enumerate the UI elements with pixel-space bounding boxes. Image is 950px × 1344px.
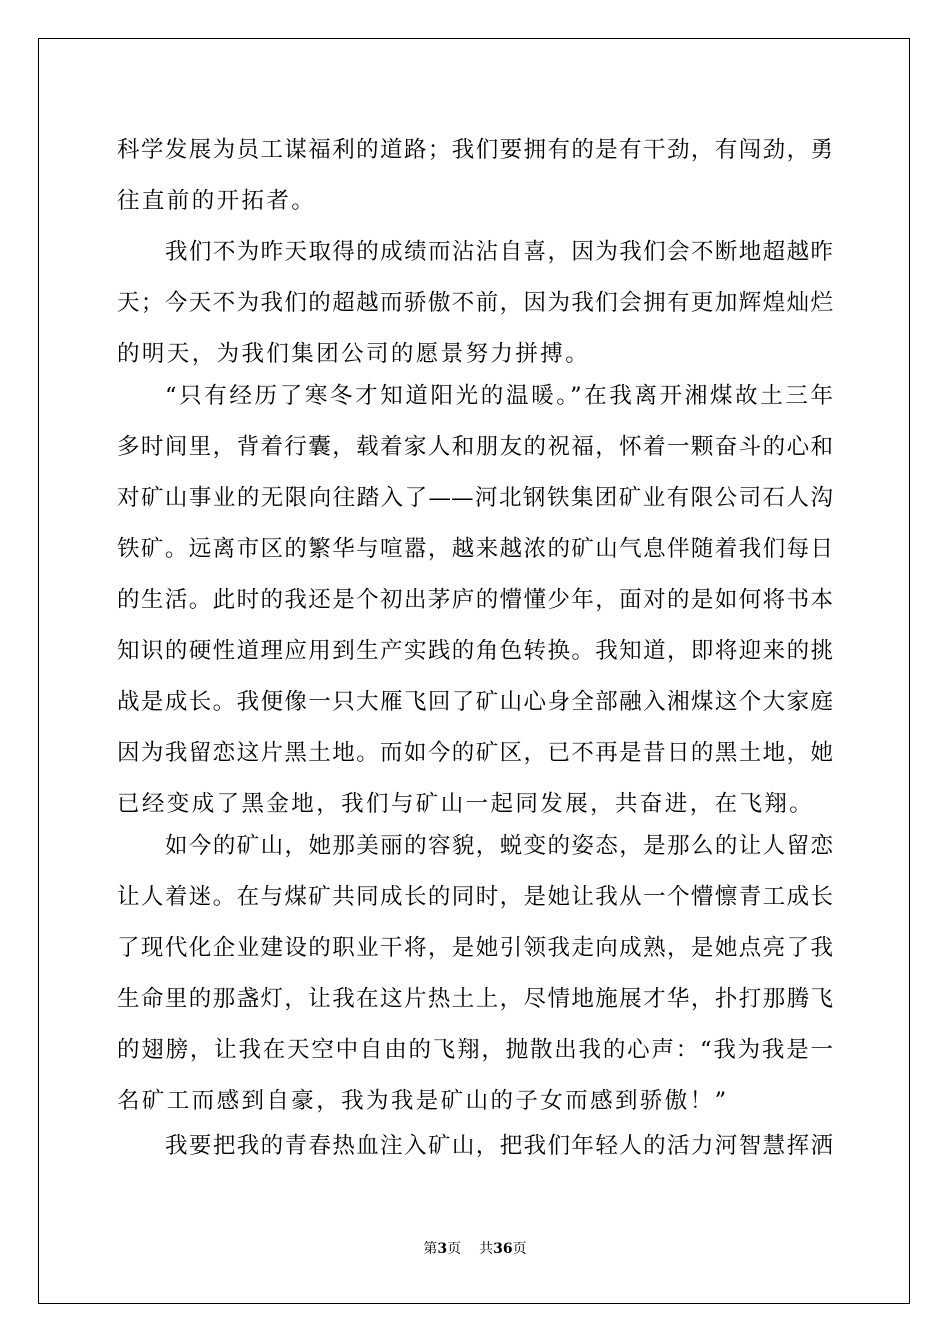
paragraph-first-line: 如今的矿山，她那美丽的容貌，蜕变的姿态，是那么的让人留恋 — [165, 833, 833, 859]
page-suffix: 页 — [447, 1241, 462, 1257]
total-suffix: 页 — [512, 1241, 527, 1257]
paragraph-first-line: “只有经历了寒冬才知道阳光的温暖。”在我离开湘煤故土三年 — [165, 383, 833, 409]
text-line: 多时间里，背着行囊，载着家人和朋友的祝福，怀着一颗奋斗的心和 — [117, 434, 833, 460]
text-line: 的明天，为我们集团公司的愿景努力拼搏。 — [117, 341, 591, 367]
text-line: 铁矿。远离市区的繁华与喧嚣，越来越浓的矿山气息伴随着我们每日 — [117, 536, 833, 562]
text-line: 对矿山事业的无限向往踏入了——河北钢铁集团矿业有限公司石人沟 — [117, 485, 833, 511]
text-line: 了现代化企业建设的职业干将，是她引领我走向成熟，是她点亮了我 — [117, 935, 833, 961]
text-line: 生命里的那盏灯，让我在这片热土上，尽情地施展才华，扑打那腾飞 — [117, 986, 833, 1012]
paragraph-first-line: 我们不为昨天取得的成绩而沾沾自喜，因为我们会不断地超越昨 — [165, 239, 833, 265]
text-line: 往直前的开拓者。 — [117, 188, 317, 214]
text-line: 让人着迷。在与煤矿共同成长的同时，是她让我从一个懵懔青工成长 — [117, 884, 833, 910]
text-line: 科学发展为员工谋福利的道路；我们要拥有的是有干劲，有闯劲，勇 — [117, 137, 833, 163]
page-prefix: 第 — [423, 1241, 438, 1257]
text-line: 的翅膀，让我在天空中自由的飞翔，抛散出我的心声：“我为我是一 — [117, 1037, 833, 1063]
text-line: 的生活。此时的我还是个初出茅庐的懵懂少年，面对的是如何将书本 — [117, 587, 833, 613]
total-prefix: 共 — [479, 1241, 494, 1257]
page-footer — [0, 1240, 950, 1258]
text-line: 天；今天不为我们的超越而骄傲不前，因为我们会拥有更加辉煌灿烂 — [117, 290, 833, 316]
page-number: 3 — [437, 1241, 448, 1257]
paragraph-first-line: 我要把我的青春热血注入矿山，把我们年轻人的活力河智慧挥洒 — [165, 1133, 833, 1159]
text-line: 知识的硬性道理应用到生产实践的角色转换。我知道，即将迎来的挑 — [117, 638, 833, 664]
text-line: 名矿工而感到自豪，我为我是矿山的子女而感到骄傲！” — [117, 1088, 729, 1114]
text-line: 因为我留恋这片黑土地。而如今的矿区，已不再是昔日的黑土地，她 — [117, 740, 833, 766]
text-line: 战是成长。我便像一只大雁飞回了矿山心身全部融入湘煤这个大家庭 — [117, 689, 833, 715]
text-line: 已经变成了黑金地，我们与矿山一起同发展，共奋进，在飞翔。 — [117, 791, 815, 817]
total-pages: 36 — [493, 1241, 513, 1257]
